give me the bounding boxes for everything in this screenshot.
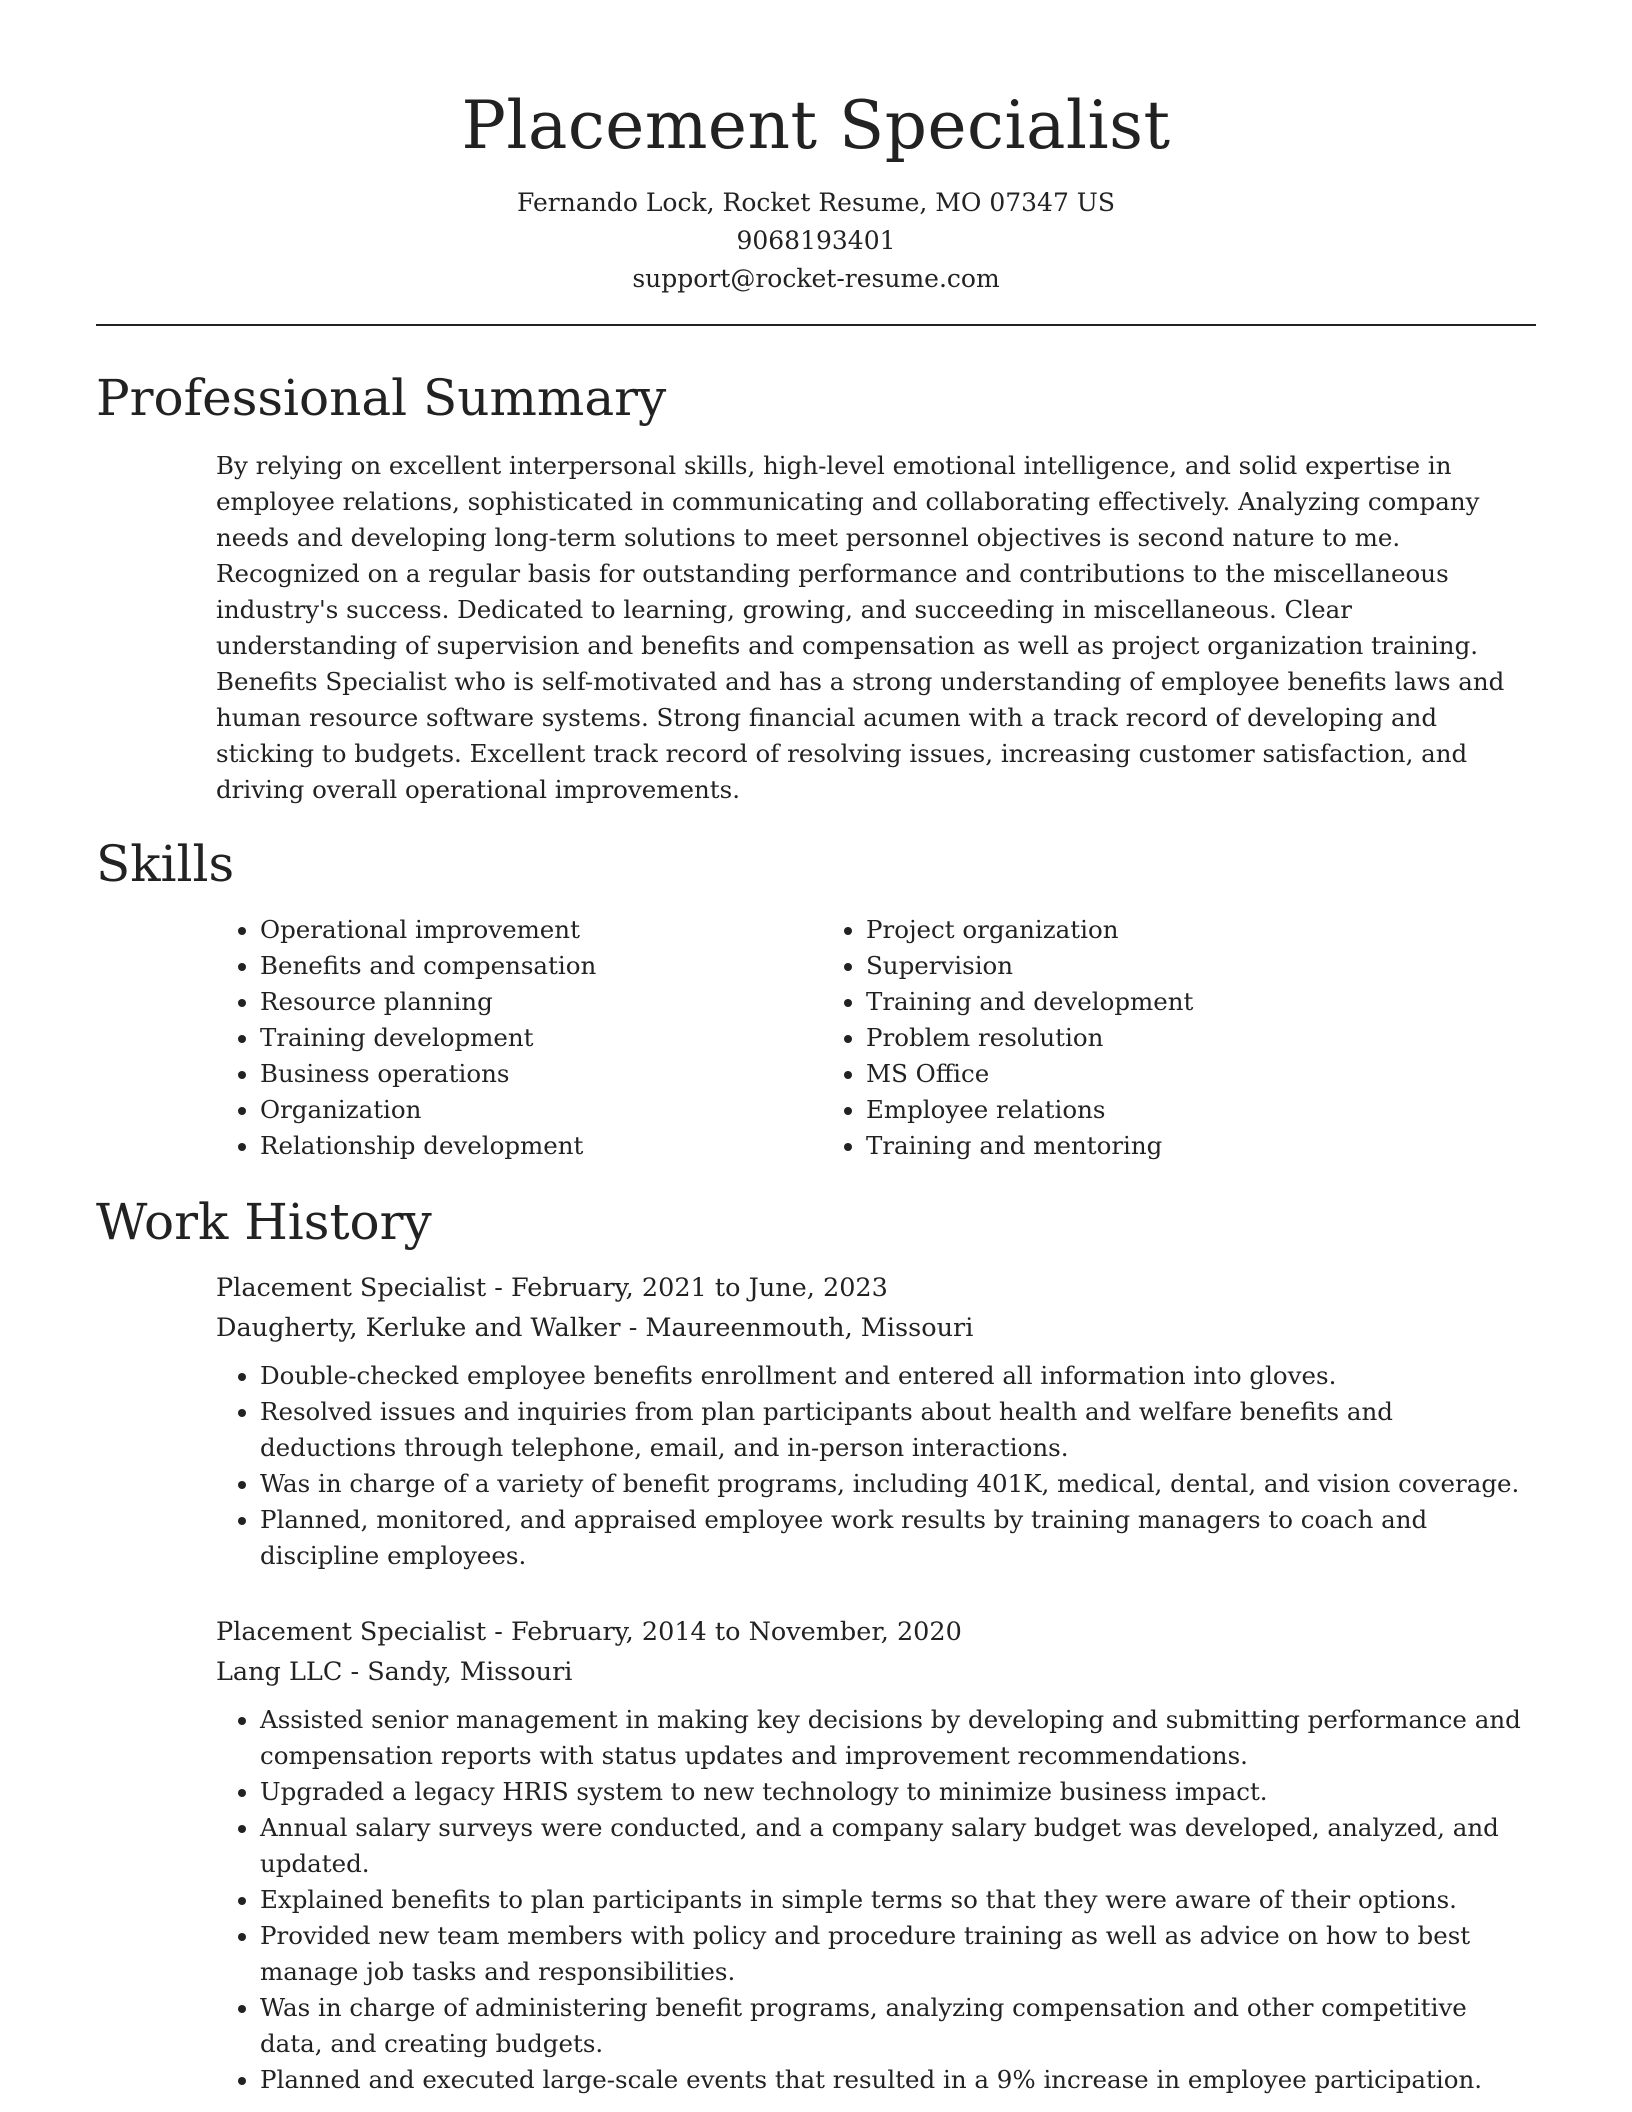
- job-separator: -: [342, 1657, 368, 1687]
- job-location: Sandy, Missouri: [367, 1657, 573, 1687]
- job-bullet: • Was in charge of a variety of benefit programs, including 401K, medical, dental, and vision coverage.: [260, 1466, 1536, 1502]
- skills-right-column: [822, 912, 1193, 1164]
- job-company: Daugherty, Kerluke and Walker: [216, 1313, 621, 1343]
- resume-title: Placement Specialist: [461, 87, 1171, 164]
- job-entry: [216, 1612, 1536, 2098]
- job-title-line: [216, 1268, 1536, 1308]
- job-bullet: • Explained benefits to plan participants in simple terms so that they were aware of their options.: [260, 1882, 1536, 1918]
- job-bullets: [216, 1358, 1536, 1574]
- job-bullet: • Planned and executed large-scale events that resulted in a 9% increase in employee participation.: [260, 2062, 1536, 2098]
- summary-text: By relying on excellent interpersonal skills, high-level emotional intelligence, and solid expertise in employee relations, sophisticated in communicating and collaborating effectively. Analyzing company needs and developing long-term solutions to meet personnel objectives is second nature to me. Recognized on a regular basis for outstanding performance and contributions to the miscellaneous industry's success. Dedicated to learning, growing, and succeeding in miscellaneous. Clear understanding of supervision and benefits and compensation as well as project organization training. Benefits Specialist who is self-motivated and has a strong understanding of employee benefits laws and human resource software systems. Strong financial acumen with a track record of developing and sticking to budgets. Excellent track record of resolving issues, increasing customer satisfaction, and driving overall operational improvements.: [216, 451, 1505, 804]
- skill-item: • Training development: [260, 1020, 822, 1056]
- job-separator: -: [620, 1313, 646, 1343]
- skill-item: • Relationship development: [260, 1128, 822, 1164]
- skill-item: • Supervision: [866, 948, 1193, 984]
- contact-email: support@rocket-resume.com: [632, 264, 1000, 293]
- skill-item: • Organization: [260, 1092, 822, 1128]
- skill-item: • Employee relations: [866, 1092, 1193, 1128]
- skills-left-column: [216, 912, 822, 1164]
- summary-heading: Professional Summary: [96, 369, 667, 427]
- skills-grid: [216, 912, 1536, 1164]
- skill-item: • Problem resolution: [866, 1020, 1193, 1056]
- contact-phone: 9068193401: [736, 226, 896, 255]
- job-bullet: • Provided new team members with policy and procedure training as well as advice on how to best manage job tasks and responsibilities.: [260, 1918, 1536, 1990]
- skill-item: • Training and mentoring: [866, 1128, 1193, 1164]
- contact-address: Fernando Lock, Rocket Resume, MO 07347 US: [517, 188, 1115, 217]
- job-bullet: • Planned, monitored, and appraised employee work results by training managers to coach and discipline employees.: [260, 1502, 1536, 1574]
- skill-item: • Project organization: [866, 912, 1193, 948]
- job-bullet: • Was in charge of administering benefit programs, analyzing compensation and other competitive data, and creating budgets.: [260, 1990, 1536, 2062]
- job-title: Placement Specialist: [216, 1617, 487, 1647]
- header-divider: [96, 324, 1536, 326]
- job-title: Placement Specialist: [216, 1273, 487, 1303]
- job-bullet: • Resolved issues and inquiries from plan participants about health and welfare benefits and deductions through telephone, email, and in-person interactions.: [260, 1394, 1536, 1466]
- job-dates: February, 2014 to November, 2020: [510, 1617, 962, 1647]
- job-dates: February, 2021 to June, 2023: [510, 1273, 888, 1303]
- work-history-heading: Work History: [96, 1193, 432, 1251]
- job-separator: -: [486, 1617, 511, 1647]
- job-bullet: • Double-checked employee benefits enrollment and entered all information into gloves.: [260, 1358, 1536, 1394]
- skill-item: • Operational improvement: [260, 912, 822, 948]
- skill-item: • MS Office: [866, 1056, 1193, 1092]
- contact-block: [96, 184, 1536, 298]
- job-bullet: • Annual salary surveys were conducted, and a company salary budget was developed, analyzed, and updated.: [260, 1810, 1536, 1882]
- job-company: Lang LLC: [216, 1657, 343, 1687]
- job-location: Maureenmouth, Missouri: [645, 1313, 974, 1343]
- job-separator: -: [486, 1273, 511, 1303]
- job-bullets: [216, 1702, 1536, 2098]
- job-company-line: [216, 1308, 1536, 1348]
- job-entry: [216, 1268, 1536, 1574]
- job-title-line: [216, 1612, 1536, 1652]
- job-bullet: • Upgraded a legacy HRIS system to new technology to minimize business impact.: [260, 1774, 1536, 1810]
- skill-item: • Business operations: [260, 1056, 822, 1092]
- job-company-line: [216, 1652, 1536, 1692]
- job-bullet: • Assisted senior management in making key decisions by developing and submitting performance and compensation reports with status updates and improvement recommendations.: [260, 1702, 1536, 1774]
- skill-item: • Benefits and compensation: [260, 948, 822, 984]
- skills-heading: Skills: [96, 835, 235, 893]
- skill-item: • Resource planning: [260, 984, 822, 1020]
- skill-item: • Training and development: [866, 984, 1193, 1020]
